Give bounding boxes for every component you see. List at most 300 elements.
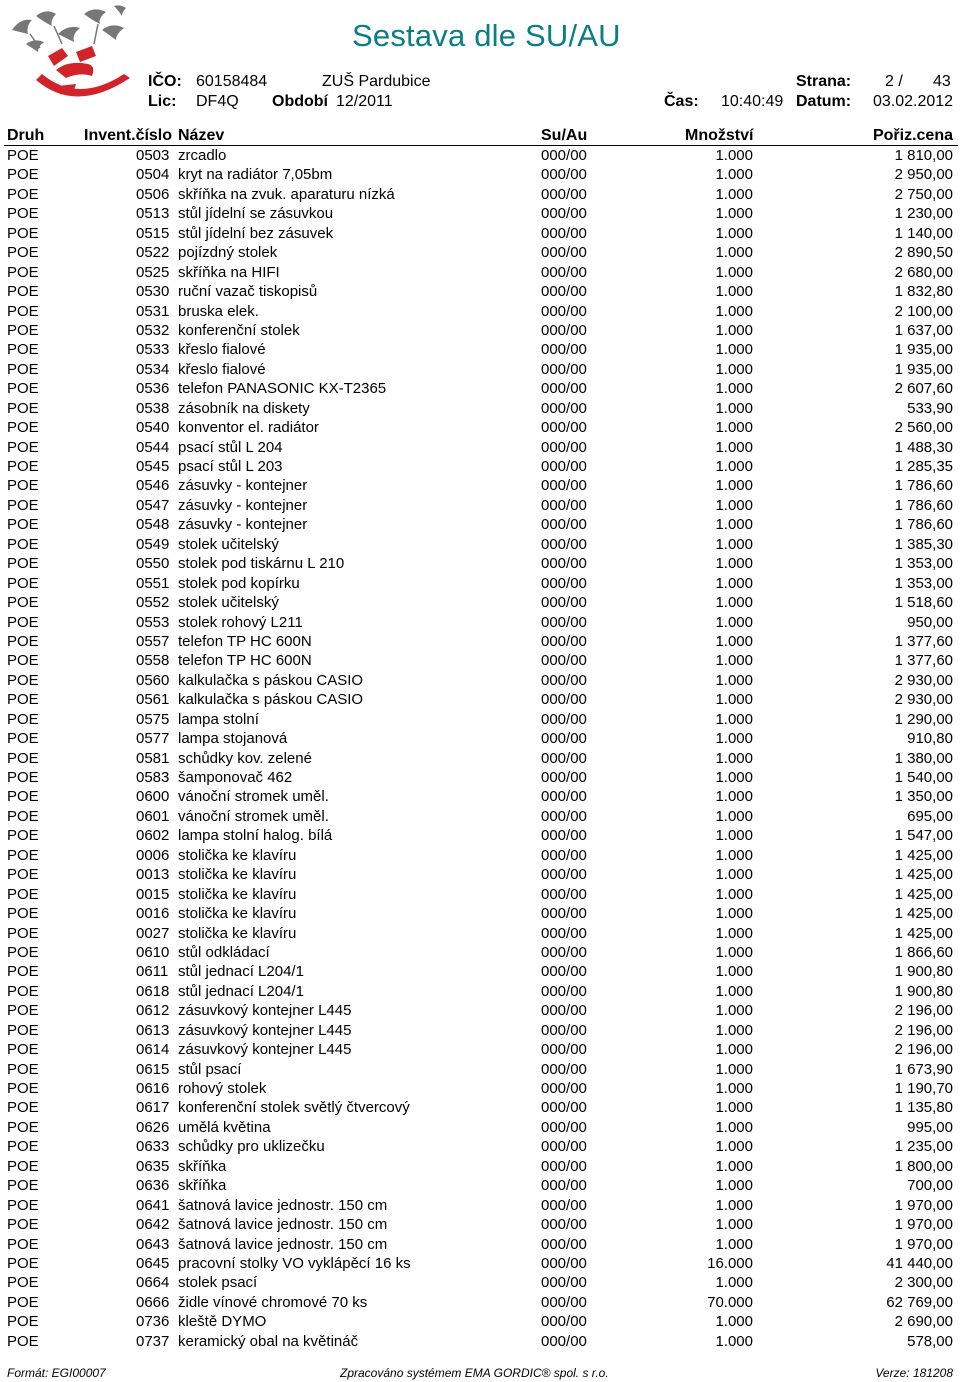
row-su-au: 000/00 xyxy=(541,458,587,475)
table-row xyxy=(0,826,960,845)
column-header-nazev: Název xyxy=(178,127,225,144)
row-quantity: 1.000 xyxy=(715,730,753,748)
row-price: 2 300,00 xyxy=(894,1274,953,1292)
row-quantity: 1.000 xyxy=(715,1041,753,1059)
row-invent-number: 0548 xyxy=(136,516,170,534)
row-su-au: 000/00 xyxy=(541,1177,587,1195)
row-quantity: 1.000 xyxy=(715,1196,753,1214)
row-su-au: 000/00 xyxy=(541,419,587,437)
table-row xyxy=(0,787,960,806)
table-row xyxy=(0,690,960,709)
row-quantity: 1.000 xyxy=(715,360,753,378)
row-su-au: 000/00 xyxy=(541,283,587,301)
row-invent-number: 0538 xyxy=(136,399,170,417)
row-su-au: 000/00 xyxy=(541,516,587,534)
row-druh: POE xyxy=(7,924,39,942)
row-quantity: 1.000 xyxy=(715,477,753,495)
row-invent-number: 0615 xyxy=(136,1060,170,1078)
row-price: 1 786,60 xyxy=(894,477,953,495)
row-druh: POE xyxy=(7,1313,39,1331)
row-su-au: 000/00 xyxy=(541,827,587,845)
row-price: 1 518,60 xyxy=(894,594,953,612)
row-price: 1 425,00 xyxy=(894,905,953,923)
row-druh: POE xyxy=(7,1118,39,1136)
row-item-name: stolek rohový L211 xyxy=(178,613,303,631)
row-quantity: 1.000 xyxy=(715,905,753,923)
row-su-au: 000/00 xyxy=(541,807,587,825)
row-price: 1 900,80 xyxy=(894,963,953,981)
table-row xyxy=(0,185,960,204)
page-total: 43 xyxy=(933,73,951,90)
row-price: 1 425,00 xyxy=(894,846,953,864)
row-item-name: schůdky kov. zelené xyxy=(178,749,312,767)
row-invent-number: 0532 xyxy=(136,321,170,339)
table-row xyxy=(0,165,960,184)
row-druh: POE xyxy=(7,788,39,806)
row-su-au: 000/00 xyxy=(541,147,587,164)
row-su-au: 000/00 xyxy=(541,943,587,961)
row-item-name: skříňka na HIFI xyxy=(178,263,280,281)
row-price: 1 786,60 xyxy=(894,516,953,534)
row-price: 1 377,60 xyxy=(894,652,953,670)
row-druh: POE xyxy=(7,827,39,845)
row-item-name: židle vínové chromové 70 ks xyxy=(178,1293,368,1311)
row-quantity: 1.000 xyxy=(715,885,753,903)
report-title: Sestava dle SU/AU xyxy=(352,18,621,53)
row-quantity: 1.000 xyxy=(715,943,753,961)
row-quantity: 1.000 xyxy=(715,496,753,514)
table-row xyxy=(0,554,960,573)
row-item-name: šatnová lavice jednostr. 150 cm xyxy=(178,1235,388,1253)
row-item-name: rohový stolek xyxy=(178,1080,267,1097)
table-row xyxy=(0,924,960,943)
row-druh: POE xyxy=(7,1254,39,1272)
row-su-au: 000/00 xyxy=(541,321,587,339)
row-quantity: 1.000 xyxy=(715,788,753,806)
row-druh: POE xyxy=(7,691,39,709)
row-item-name: stolička ke klavíru xyxy=(178,846,297,864)
row-su-au: 000/00 xyxy=(541,244,587,262)
row-invent-number: 0636 xyxy=(136,1177,170,1195)
row-druh: POE xyxy=(7,419,39,437)
table-row xyxy=(0,1196,960,1215)
row-su-au: 000/00 xyxy=(541,185,587,203)
row-su-au: 000/00 xyxy=(541,730,587,748)
row-su-au: 000/00 xyxy=(541,263,587,281)
row-quantity: 1.000 xyxy=(715,691,753,709)
lic-label: Lic: xyxy=(148,93,177,110)
row-item-name: zrcadlo xyxy=(178,147,227,164)
table-row xyxy=(0,496,960,515)
row-invent-number: 0557 xyxy=(136,632,170,650)
row-quantity: 1.000 xyxy=(715,283,753,301)
row-item-name: schůdky pro uklizečku xyxy=(178,1138,325,1156)
table-row xyxy=(0,340,960,359)
row-druh: POE xyxy=(7,244,39,262)
row-item-name: zásuvky - kontejner xyxy=(178,496,308,514)
footer-version: Verze: 181208 xyxy=(875,1366,953,1380)
row-item-name: konferenční stolek světlý čtvercový xyxy=(178,1099,410,1117)
table-row xyxy=(0,1001,960,1020)
row-item-name: stůl odkládací xyxy=(178,943,270,961)
row-invent-number: 0616 xyxy=(136,1080,170,1097)
row-quantity: 1.000 xyxy=(715,399,753,417)
ico-label: IČO: xyxy=(148,73,182,90)
row-invent-number: 0560 xyxy=(136,671,170,689)
row-price: 1 540,00 xyxy=(894,769,953,786)
table-row xyxy=(0,243,960,262)
row-quantity: 1.000 xyxy=(715,924,753,942)
row-quantity: 1.000 xyxy=(715,846,753,864)
row-price: 2 196,00 xyxy=(894,1041,953,1059)
row-item-name: stolička ke klavíru xyxy=(178,905,297,923)
row-item-name: stolek učitelský xyxy=(178,594,279,612)
table-row xyxy=(0,321,960,340)
row-su-au: 000/00 xyxy=(541,963,587,981)
table-row xyxy=(0,613,960,632)
table-row xyxy=(0,224,960,243)
row-invent-number: 0515 xyxy=(136,224,170,242)
row-druh: POE xyxy=(7,1274,39,1292)
row-su-au: 000/00 xyxy=(541,652,587,670)
row-invent-number: 0602 xyxy=(136,827,170,845)
row-quantity: 1.000 xyxy=(715,807,753,825)
row-su-au: 000/00 xyxy=(541,1313,587,1331)
table-row xyxy=(0,1118,960,1137)
row-su-au: 000/00 xyxy=(541,905,587,923)
row-quantity: 1.000 xyxy=(715,555,753,573)
row-druh: POE xyxy=(7,205,39,223)
row-price: 1 800,00 xyxy=(894,1157,953,1175)
row-item-name: zásuvkový kontejner L445 xyxy=(178,1002,352,1020)
row-druh: POE xyxy=(7,535,39,553)
table-row xyxy=(0,632,960,651)
row-invent-number: 0641 xyxy=(136,1196,170,1214)
row-price: 1 832,80 xyxy=(894,283,953,301)
row-item-name: zásobník na diskety xyxy=(178,399,310,417)
row-quantity: 1.000 xyxy=(715,769,753,786)
row-druh: POE xyxy=(7,283,39,301)
school-logo-icon xyxy=(6,4,142,116)
row-druh: POE xyxy=(7,1080,39,1097)
row-item-name: lampa stojanová xyxy=(178,730,288,748)
row-quantity: 1.000 xyxy=(715,827,753,845)
row-item-name: křeslo fialové xyxy=(178,341,266,359)
table-row xyxy=(0,982,960,1001)
row-quantity: 1.000 xyxy=(715,147,753,164)
row-price: 1 673,90 xyxy=(894,1060,953,1078)
row-quantity: 1.000 xyxy=(715,224,753,242)
row-druh: POE xyxy=(7,632,39,650)
row-item-name: telefon TP HC 600N xyxy=(178,632,312,650)
row-price: 1 786,60 xyxy=(894,496,953,514)
row-quantity: 1.000 xyxy=(715,1099,753,1117)
row-price: 2 950,00 xyxy=(894,166,953,184)
table-row xyxy=(0,904,960,923)
row-quantity: 1.000 xyxy=(715,516,753,534)
row-price: 2 607,60 xyxy=(894,380,953,398)
table-row xyxy=(0,1040,960,1059)
row-druh: POE xyxy=(7,341,39,359)
row-item-name: psací stůl L 204 xyxy=(178,438,283,456)
row-druh: POE xyxy=(7,185,39,203)
row-quantity: 1.000 xyxy=(715,341,753,359)
row-item-name: stůl jídelní bez zásuvek xyxy=(178,224,334,242)
row-price: 1 285,35 xyxy=(894,458,953,475)
row-invent-number: 0664 xyxy=(136,1274,170,1292)
row-druh: POE xyxy=(7,1138,39,1156)
row-price: 1 353,00 xyxy=(894,574,953,592)
row-druh: POE xyxy=(7,1060,39,1078)
row-quantity: 1.000 xyxy=(715,244,753,262)
row-invent-number: 0530 xyxy=(136,283,170,301)
row-quantity: 1.000 xyxy=(715,963,753,981)
row-price: 1 866,60 xyxy=(894,943,953,961)
row-price: 1 970,00 xyxy=(894,1196,953,1214)
row-price: 1 425,00 xyxy=(894,924,953,942)
row-druh: POE xyxy=(7,982,39,1000)
ico-value: 60158484 xyxy=(196,73,268,90)
row-quantity: 1.000 xyxy=(715,671,753,689)
table-row xyxy=(0,1273,960,1292)
row-quantity: 1.000 xyxy=(715,205,753,223)
row-price: 1 140,00 xyxy=(894,224,953,242)
row-item-name: skříňka xyxy=(178,1157,227,1175)
row-invent-number: 0006 xyxy=(136,846,170,864)
row-quantity: 1.000 xyxy=(715,594,753,612)
row-price: 1 547,00 xyxy=(894,827,953,845)
table-row xyxy=(0,1332,960,1351)
row-price: 1 377,60 xyxy=(894,632,953,650)
row-price: 2 680,00 xyxy=(894,263,953,281)
row-invent-number: 0613 xyxy=(136,1021,170,1039)
row-quantity: 1.000 xyxy=(715,1313,753,1331)
table-row xyxy=(0,282,960,301)
row-invent-number: 0525 xyxy=(136,263,170,281)
row-invent-number: 0635 xyxy=(136,1157,170,1175)
row-su-au: 000/00 xyxy=(541,866,587,884)
row-druh: POE xyxy=(7,516,39,534)
row-quantity: 1.000 xyxy=(715,613,753,631)
row-price: 950,00 xyxy=(907,613,953,631)
row-quantity: 1.000 xyxy=(715,263,753,281)
row-su-au: 000/00 xyxy=(541,1196,587,1214)
row-druh: POE xyxy=(7,263,39,281)
row-price: 2 196,00 xyxy=(894,1021,953,1039)
row-druh: POE xyxy=(7,885,39,903)
row-druh: POE xyxy=(7,749,39,767)
row-su-au: 000/00 xyxy=(541,1332,587,1350)
table-row xyxy=(0,807,960,826)
row-druh: POE xyxy=(7,1216,39,1234)
row-invent-number: 0536 xyxy=(136,380,170,398)
row-druh: POE xyxy=(7,321,39,339)
row-quantity: 1.000 xyxy=(715,1002,753,1020)
row-invent-number: 0553 xyxy=(136,613,170,631)
row-druh: POE xyxy=(7,943,39,961)
row-item-name: umělá květina xyxy=(178,1118,271,1136)
row-item-name: kalkulačka s páskou CASIO xyxy=(178,671,364,689)
row-quantity: 1.000 xyxy=(715,1060,753,1078)
row-price: 1 230,00 xyxy=(894,205,953,223)
row-quantity: 1.000 xyxy=(715,632,753,650)
row-su-au: 000/00 xyxy=(541,885,587,903)
row-quantity: 1.000 xyxy=(715,166,753,184)
row-invent-number: 0626 xyxy=(136,1118,170,1136)
row-item-name: skříňka na zvuk. aparaturu nízká xyxy=(178,185,395,203)
row-invent-number: 0612 xyxy=(136,1002,170,1020)
row-druh: POE xyxy=(7,807,39,825)
row-su-au: 000/00 xyxy=(541,555,587,573)
row-item-name: vánoční stromek uměl. xyxy=(178,807,329,825)
table-row xyxy=(0,729,960,748)
row-druh: POE xyxy=(7,1021,39,1039)
row-druh: POE xyxy=(7,1157,39,1175)
row-su-au: 000/00 xyxy=(541,1274,587,1292)
row-item-name: šatnová lavice jednostr. 150 cm xyxy=(178,1196,388,1214)
row-item-name: stolek psací xyxy=(178,1274,258,1292)
row-item-name: telefon TP HC 600N xyxy=(178,652,312,670)
table-row xyxy=(0,671,960,690)
row-druh: POE xyxy=(7,1002,39,1020)
row-price: 1 970,00 xyxy=(894,1216,953,1234)
lic-value: DF4Q xyxy=(196,93,239,110)
row-price: 910,80 xyxy=(907,730,953,748)
row-su-au: 000/00 xyxy=(541,1099,587,1117)
row-su-au: 000/00 xyxy=(541,399,587,417)
table-row xyxy=(0,885,960,904)
row-item-name: stůl jednací L204/1 xyxy=(178,982,304,1000)
table-row xyxy=(0,846,960,865)
row-su-au: 000/00 xyxy=(541,1002,587,1020)
row-item-name: vánoční stromek uměl. xyxy=(178,788,329,806)
row-price: 533,90 xyxy=(907,399,953,417)
row-su-au: 000/00 xyxy=(541,846,587,864)
row-price: 1 385,30 xyxy=(894,535,953,553)
row-quantity: 1.000 xyxy=(715,535,753,553)
row-su-au: 000/00 xyxy=(541,691,587,709)
row-item-name: pojízdný stolek xyxy=(178,244,278,262)
row-invent-number: 0550 xyxy=(136,555,170,573)
row-price: 2 930,00 xyxy=(894,671,953,689)
row-druh: POE xyxy=(7,613,39,631)
table-row xyxy=(0,1215,960,1234)
row-invent-number: 0013 xyxy=(136,866,170,884)
table-row xyxy=(0,1021,960,1040)
row-druh: POE xyxy=(7,671,39,689)
row-quantity: 70.000 xyxy=(707,1293,753,1311)
row-druh: POE xyxy=(7,574,39,592)
row-invent-number: 0504 xyxy=(136,166,170,184)
row-invent-number: 0016 xyxy=(136,905,170,923)
row-price: 700,00 xyxy=(907,1177,953,1195)
row-price: 578,00 xyxy=(907,1332,953,1350)
row-price: 1 488,30 xyxy=(894,438,953,456)
row-druh: POE xyxy=(7,1099,39,1117)
row-druh: POE xyxy=(7,147,39,164)
row-item-name: stolička ke klavíru xyxy=(178,885,297,903)
row-su-au: 000/00 xyxy=(541,380,587,398)
row-druh: POE xyxy=(7,594,39,612)
table-row xyxy=(0,1235,960,1254)
table-row xyxy=(0,749,960,768)
table-row xyxy=(0,204,960,223)
table-row xyxy=(0,1060,960,1079)
row-su-au: 000/00 xyxy=(541,1041,587,1059)
row-invent-number: 0643 xyxy=(136,1235,170,1253)
row-druh: POE xyxy=(7,866,39,884)
row-invent-number: 0551 xyxy=(136,574,170,592)
row-invent-number: 0522 xyxy=(136,244,170,262)
row-quantity: 1.000 xyxy=(715,380,753,398)
row-su-au: 000/00 xyxy=(541,224,587,242)
row-item-name: křeslo fialové xyxy=(178,360,266,378)
table-row xyxy=(0,1137,960,1156)
table-row xyxy=(0,515,960,534)
row-druh: POE xyxy=(7,1041,39,1059)
row-item-name: keramický obal na květináč xyxy=(178,1332,359,1350)
table-row xyxy=(0,651,960,670)
row-invent-number: 0614 xyxy=(136,1041,170,1059)
row-su-au: 000/00 xyxy=(541,632,587,650)
row-su-au: 000/00 xyxy=(541,613,587,631)
table-row xyxy=(0,418,960,437)
footer-format: Formát: EGI00007 xyxy=(7,1366,106,1380)
row-druh: POE xyxy=(7,652,39,670)
row-su-au: 000/00 xyxy=(541,438,587,456)
table-row xyxy=(0,1157,960,1176)
time-label: Čas: xyxy=(664,93,699,110)
row-item-name: kryt na radiátor 7,05bm xyxy=(178,166,333,184)
row-quantity: 1.000 xyxy=(715,652,753,670)
row-price: 1 900,80 xyxy=(894,982,953,1000)
row-price: 2 560,00 xyxy=(894,419,953,437)
row-su-au: 000/00 xyxy=(541,769,587,786)
row-su-au: 000/00 xyxy=(541,788,587,806)
row-item-name: kalkulačka s páskou CASIO xyxy=(178,691,364,709)
table-row xyxy=(0,1254,960,1273)
row-invent-number: 0545 xyxy=(136,458,170,475)
table-row xyxy=(0,146,960,165)
row-item-name: zásuvkový kontejner L445 xyxy=(178,1041,352,1059)
row-su-au: 000/00 xyxy=(541,924,587,942)
row-quantity: 1.000 xyxy=(715,1332,753,1350)
row-druh: POE xyxy=(7,458,39,475)
row-druh: POE xyxy=(7,438,39,456)
organization-name: ZUŠ Pardubice xyxy=(322,73,431,90)
row-druh: POE xyxy=(7,1196,39,1214)
row-price: 1 637,00 xyxy=(894,321,953,339)
column-header-druh: Druh xyxy=(7,127,45,144)
row-invent-number: 0552 xyxy=(136,594,170,612)
row-druh: POE xyxy=(7,1293,39,1311)
table-row xyxy=(0,593,960,612)
row-quantity: 1.000 xyxy=(715,1216,753,1234)
row-price: 2 890,50 xyxy=(894,244,953,262)
row-invent-number: 0633 xyxy=(136,1138,170,1156)
row-item-name: lampa stolní halog. bílá xyxy=(178,827,333,845)
row-price: 995,00 xyxy=(907,1118,953,1136)
row-item-name: skříňka xyxy=(178,1177,227,1195)
row-quantity: 1.000 xyxy=(715,302,753,320)
row-item-name: zásuvky - kontejner xyxy=(178,516,308,534)
row-invent-number: 0577 xyxy=(136,730,170,748)
period-label: Období xyxy=(272,93,328,110)
table-row xyxy=(0,360,960,379)
row-item-name: bruska elek. xyxy=(178,302,259,320)
row-su-au: 000/00 xyxy=(541,749,587,767)
row-invent-number: 0544 xyxy=(136,438,170,456)
